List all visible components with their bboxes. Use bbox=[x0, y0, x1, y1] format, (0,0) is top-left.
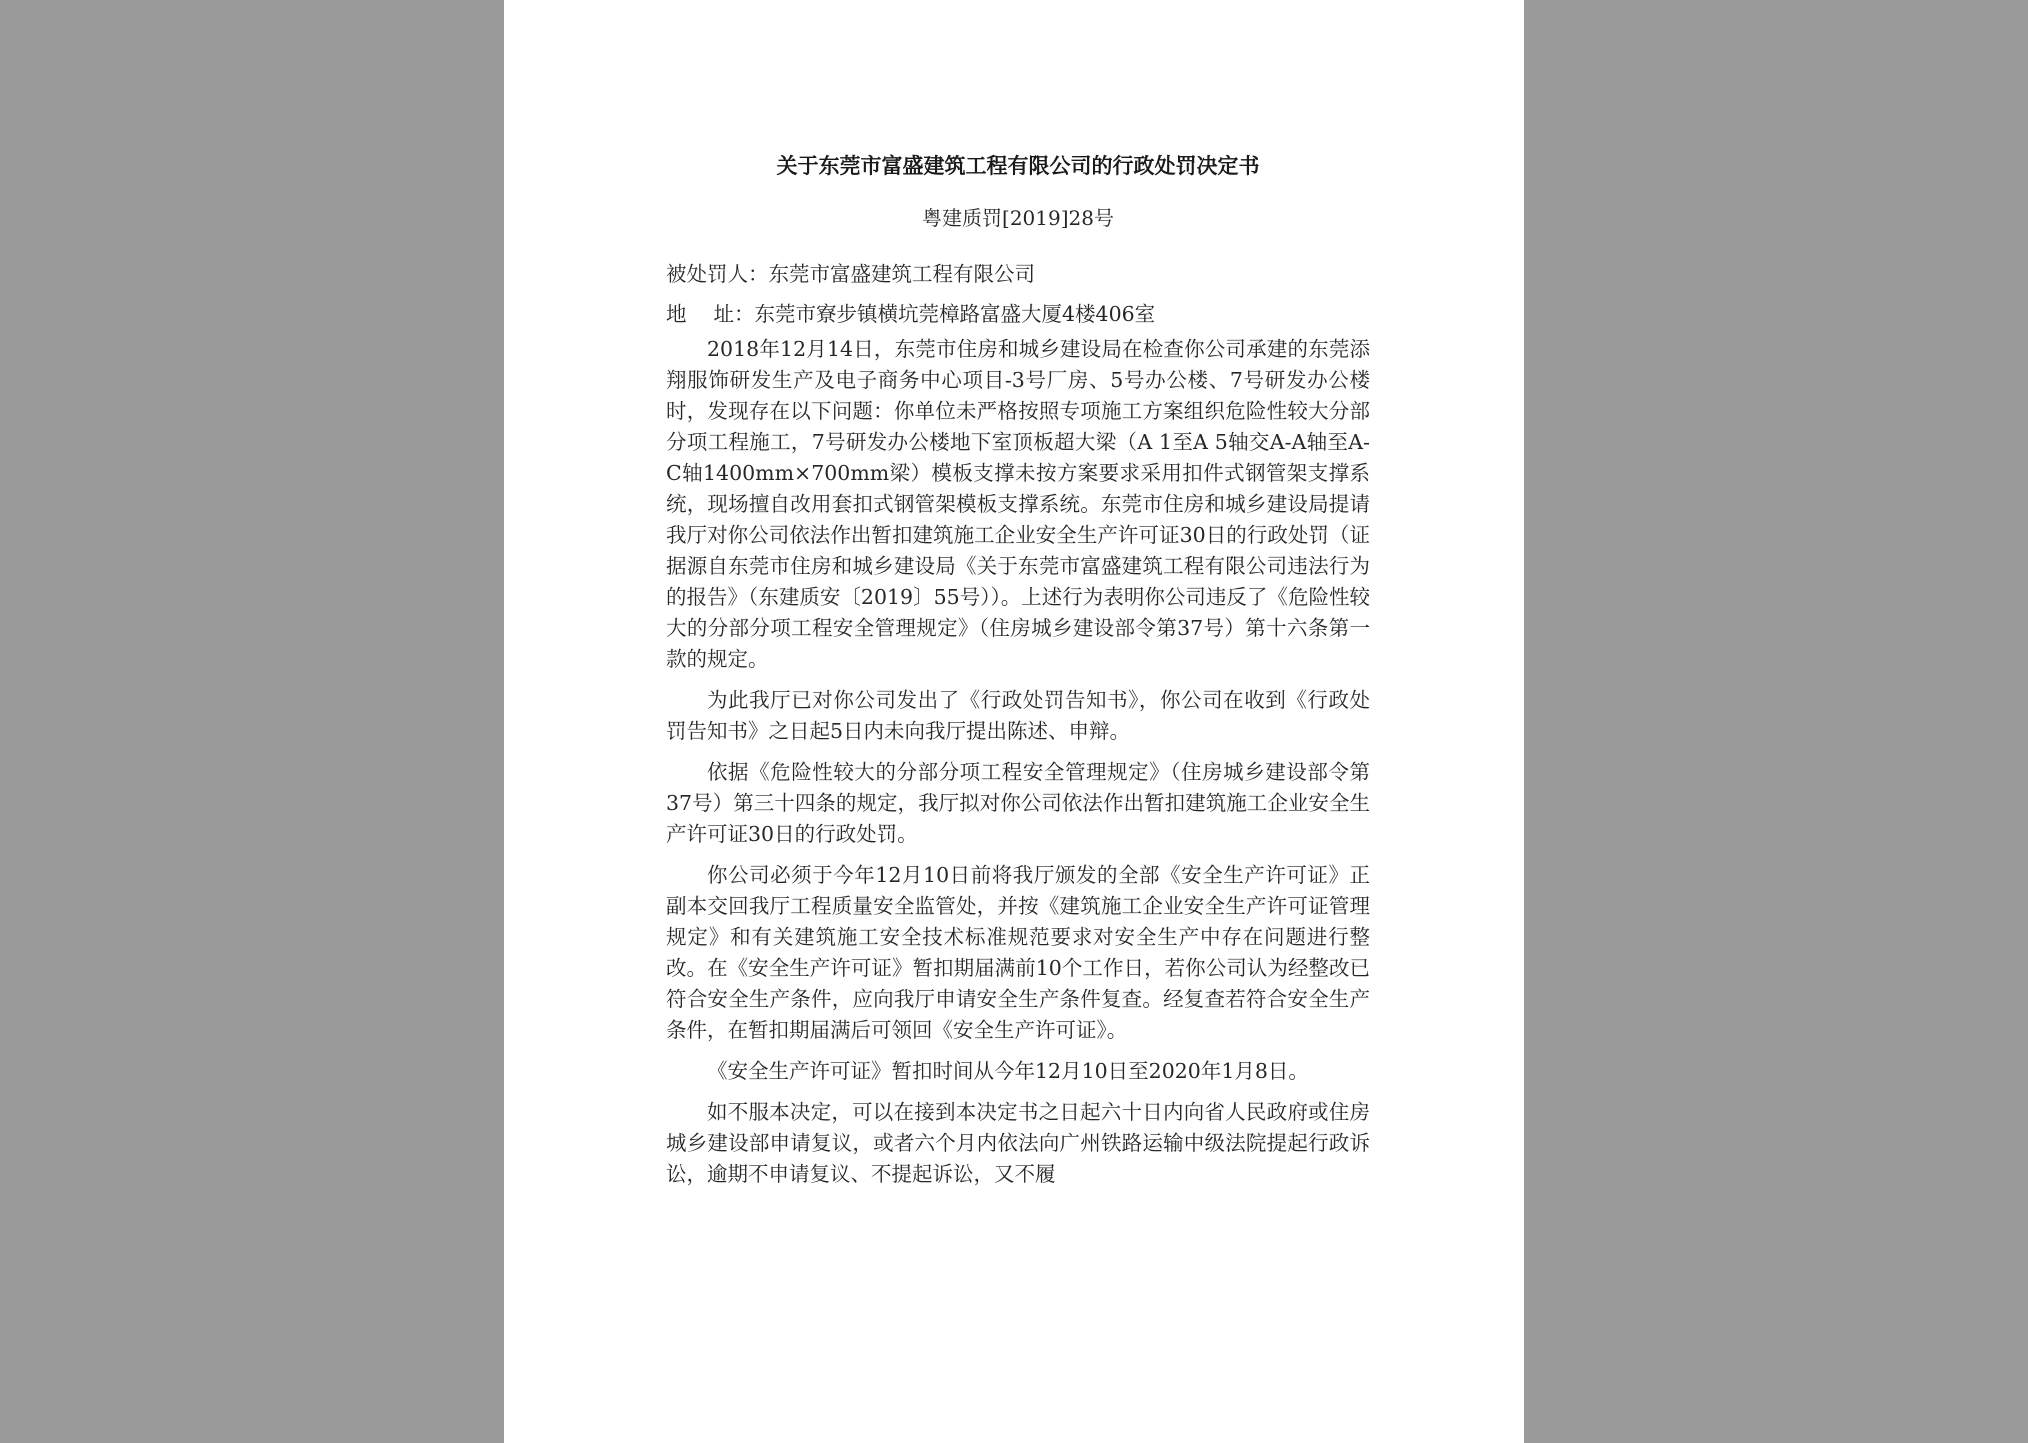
penalized-party-value: 东莞市富盛建筑工程有限公司 bbox=[768, 262, 1035, 286]
address-label-part2: 址： bbox=[713, 302, 755, 326]
document-title: 关于东莞市富盛建筑工程有限公司的行政处罚决定书 bbox=[776, 153, 1260, 178]
paragraph-violation: 2018年12月14日，东莞市住房和城乡建设局在检查你公司承建的东莞添翔服饰研发生产及电子商务中心项目-3号厂房、5号办公楼、7号研发办公楼时，发现存在以下问题：你单位未严格按照专项施工方案组织危险性较大分部分项工程施工，7号研发办公楼地下室顶板超大梁（A 1至A 5轴交A-A轴至A-C轴1400mm×700mm梁）模板支撑未按方案要求采用扣件式钢管架支撑系统，现场擅自改用套扣式钢管架模板支撑系统。东莞市住房和城乡建设局提请我厅对你公司依法作出暂扣建筑施工企业安全生产许可证30日的行政处罚（证据源自东莞市住房和城乡建设局《关于东莞市富盛建筑工程有限公司违法行为的报告》（东建质安〔2019〕55号））。上述行为表明你公司违反了《危险性较大的分部分项工程安全管理规定》（住房城乡建设部令第37号）第十六条第一款的规定。 bbox=[666, 337, 1370, 671]
penalized-party-label: 被处罚人： bbox=[666, 262, 769, 286]
paragraph-basis: 依据《危险性较大的分部分项工程安全管理规定》（住房城乡建设部令第37号）第三十四条的规定，我厅拟对你公司依法作出暂扣建筑施工企业安全生产许可证30日的行政处罚。 bbox=[666, 760, 1370, 846]
penalized-party-line bbox=[666, 254, 1370, 294]
paragraph-suspension-period: 《安全生产许可证》暂扣时间从今年12月10日至2020年1月8日。 bbox=[707, 1059, 1309, 1083]
paragraph-notice: 为此我厅已对你公司发出了《行政处罚告知书》，你公司在收到《行政处罚告知书》之日起5日内未向我厅提出陈述、申辩。 bbox=[666, 688, 1370, 743]
address-label-part1: 地 bbox=[666, 302, 714, 326]
document-number: 粤建质罚[2019]28号 bbox=[922, 206, 1114, 230]
address-line bbox=[666, 294, 1370, 334]
paragraph-requirements: 你公司必须于今年12月10日前将我厅颁发的全部《安全生产许可证》正副本交回我厅工程质量安全监管处，并按《建筑施工企业安全生产许可证管理规定》和有关建筑施工安全技术标准规范要求对安全生产中存在问题进行整改。在《安全生产许可证》暂扣期届满前10个工作日，若你公司认为经整改已符合安全生产条件，应向我厅申请安全生产条件复查。经复查若符合安全生产条件，在暂扣期届满后可领回《安全生产许可证》。 bbox=[666, 863, 1370, 1042]
document-content bbox=[666, 146, 1370, 1200]
address-value: 东莞市寮步镇横坑莞樟路富盛大厦4楼406室 bbox=[754, 302, 1156, 326]
document-page bbox=[504, 0, 1524, 1443]
paragraph-appeal: 如不服本决定，可以在接到本决定书之日起六十日内向省人民政府或住房城乡建设部申请复议，或者六个月内依法向广州铁路运输中级法院提起行政诉讼，逾期不申请复议、不提起诉讼，又不履 bbox=[666, 1100, 1370, 1186]
